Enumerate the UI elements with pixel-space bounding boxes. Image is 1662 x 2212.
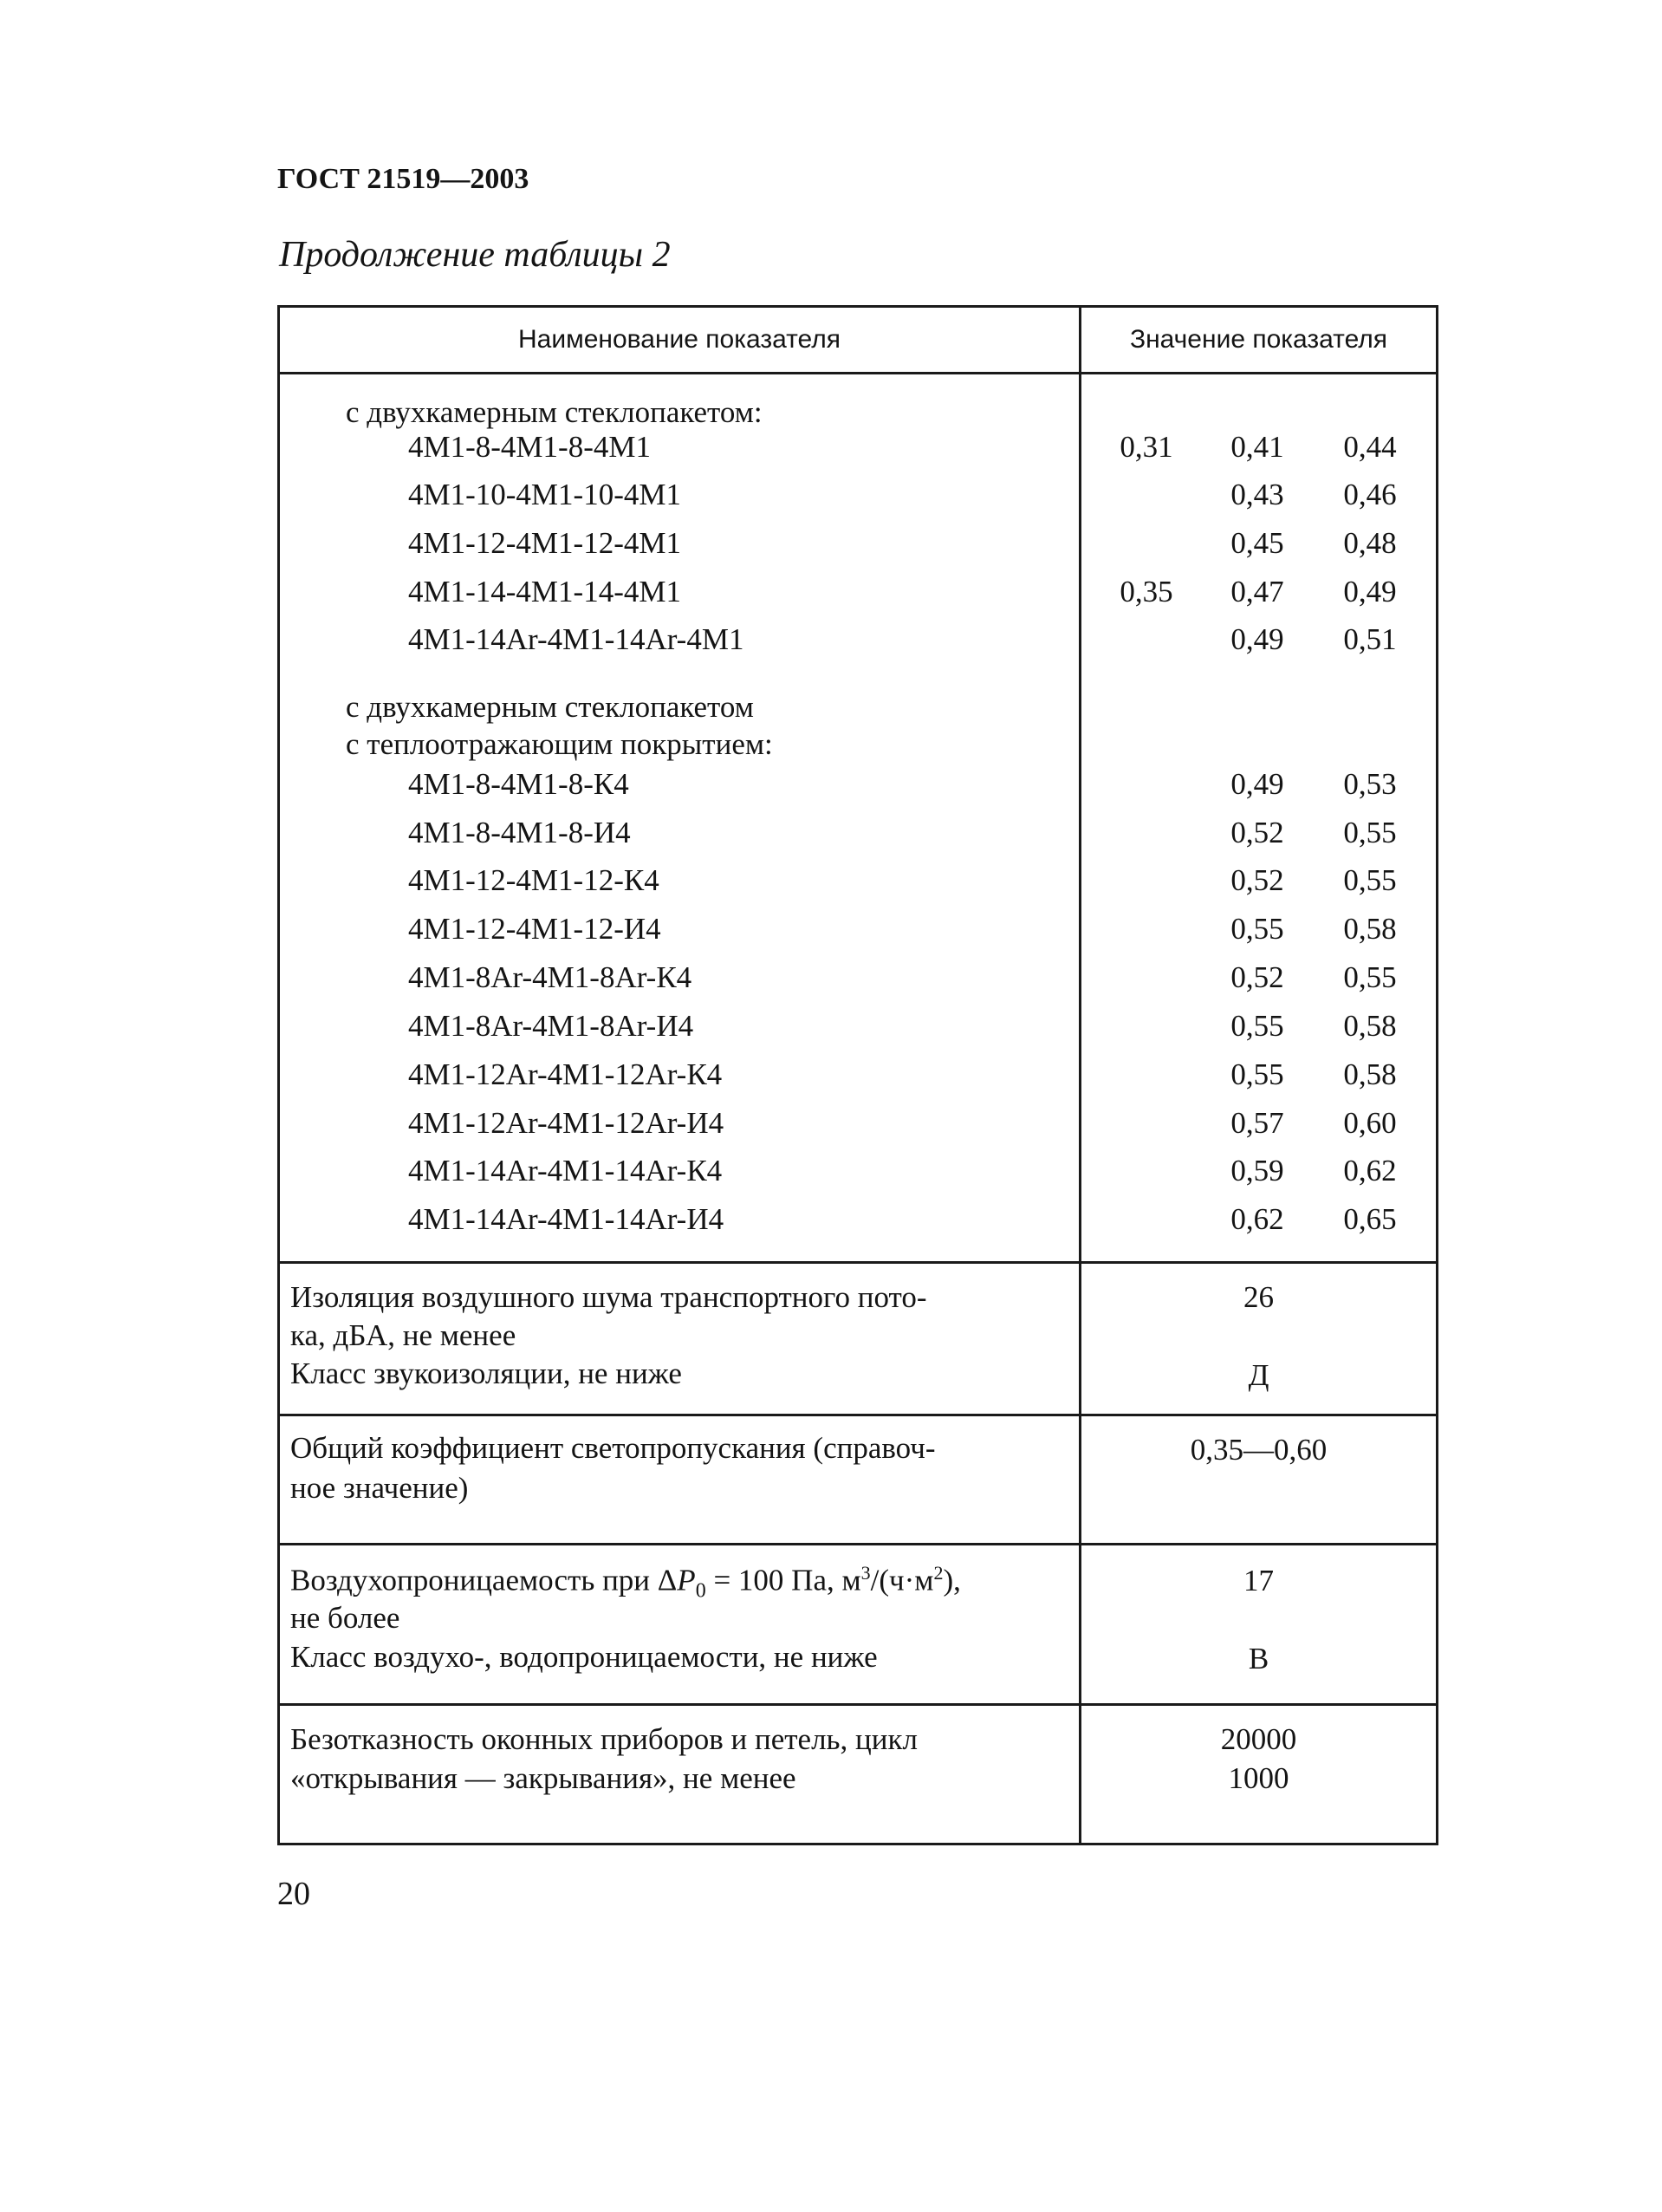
air-label [290,1562,961,1604]
group1-label: с двухкамерным стеклопакетом: [346,395,763,429]
light-label-cont: ное значение) [290,1471,469,1505]
row-value-3: 0,55 [1343,863,1397,897]
row-divider-1 [280,1261,1436,1264]
row-value-2: 0,52 [1230,960,1284,994]
row-value-3: 0,48 [1343,526,1397,560]
unit-superscript: 3 [860,1562,871,1584]
air-class-value: В [1248,1642,1269,1675]
row-name: 4М1-12Ar-4М1-12Ar-К4 [408,1057,723,1091]
row-name: 4М1-8Ar-4М1-8Ar-И4 [408,1009,694,1043]
reliability-value-2: 1000 [1228,1761,1289,1795]
row-value-2: 0,45 [1230,526,1284,560]
row-name: 4М1-14Ar-4М1-14Ar-И4 [408,1202,724,1236]
row-value-2: 0,55 [1230,1057,1284,1091]
row-value-3: 0,51 [1343,622,1397,656]
row-value-3: 0,58 [1343,1009,1397,1043]
reliability-label-cont: «открывания — закрывания», не менее [290,1761,796,1795]
row-name: 4М1-12Ar-4М1-12Ar-И4 [408,1106,724,1140]
light-value: 0,35—0,60 [1190,1433,1328,1467]
air-class-label: Класс воздухо-, водопроницаемости, не ниже [290,1640,878,1674]
row-value-3: 0,49 [1343,575,1397,608]
page-number: 20 [277,1876,310,1912]
row-name: 4М1-8-4М1-8-И4 [408,816,631,849]
air-label-part: /(ч·м [870,1563,934,1597]
row-value-3: 0,55 [1343,960,1397,994]
row-name: 4М1-14-4М1-14-4М1 [408,575,681,608]
group2-label-cont: с теплоотражающим покрытием: [346,727,773,761]
air-label-part: Воздухопроницаемость при Δ [290,1563,678,1597]
row-name: 4М1-8-4М1-8-4М1 [408,430,651,464]
row-name: 4М1-8Ar-4М1-8Ar-К4 [408,960,692,994]
header-divider [280,372,1436,374]
row-value-3: 0,60 [1343,1106,1397,1140]
header-value-column: Значение показателя [1129,325,1388,354]
header-name-column: Наименование показателя [518,325,841,354]
row-value-3: 0,44 [1343,430,1397,464]
row-value-2: 0,43 [1230,478,1284,511]
row-value-2: 0,55 [1230,912,1284,946]
sound-class-label: Класс звукоизоляции, не ниже [290,1356,682,1390]
row-name: 4М1-12-4М1-12-4М1 [408,526,681,560]
air-label-cont: не более [290,1601,400,1635]
row-value-2: 0,52 [1230,863,1284,897]
row-value-2: 0,59 [1230,1154,1284,1187]
row-name: 4М1-8-4М1-8-К4 [408,767,629,801]
noise-label: Изоляция воздушного шума транспортного пото- [290,1280,927,1314]
sound-class-value: Д [1248,1358,1269,1392]
row-value-3: 0,55 [1343,816,1397,849]
row-name: 4М1-10-4М1-10-4М1 [408,478,681,511]
row-divider-4 [280,1703,1436,1706]
reliability-label: Безотказность оконных приборов и петель, цикл [290,1722,918,1756]
row-value-3: 0,46 [1343,478,1397,511]
row-value-2: 0,49 [1230,622,1284,656]
air-label-part: = 100 Па, м [705,1563,861,1597]
row-value-2: 0,49 [1230,767,1284,801]
row-value-3: 0,62 [1343,1154,1397,1187]
column-divider [1079,308,1081,1843]
noise-value: 26 [1243,1280,1274,1314]
row-value-1: 0,35 [1120,575,1173,608]
indicators-table [277,305,1438,1845]
pressure-subscript: 0 [695,1579,706,1603]
light-label: Общий коэффициент светопропускания (справоч- [290,1431,936,1465]
unit-superscript: 2 [933,1562,944,1584]
row-name: 4М1-12-4М1-12-И4 [408,912,661,946]
row-value-2: 0,52 [1230,816,1284,849]
row-name: 4М1-14Ar-4М1-14Ar-К4 [408,1154,723,1187]
row-value-3: 0,53 [1343,767,1397,801]
group2-label: с двухкамерным стеклопакетом [346,690,754,724]
row-value-2: 0,47 [1230,575,1284,608]
row-divider-2 [280,1414,1436,1416]
noise-label-cont: ка, дБА, не менее [290,1318,516,1352]
row-name: 4М1-12-4М1-12-К4 [408,863,659,897]
row-value-3: 0,65 [1343,1202,1397,1236]
row-value-2: 0,55 [1230,1009,1284,1043]
air-value: 17 [1243,1564,1274,1597]
pressure-symbol: P [677,1563,696,1597]
row-name: 4М1-14Ar-4М1-14Ar-4М1 [408,622,744,656]
table-caption: Продолжение таблицы 2 [279,235,671,275]
row-value-2: 0,62 [1230,1202,1284,1236]
row-value-3: 0,58 [1343,912,1397,946]
air-label-part: ), [943,1563,961,1597]
row-value-3: 0,58 [1343,1057,1397,1091]
reliability-value-1: 20000 [1220,1722,1297,1756]
row-value-2: 0,57 [1230,1106,1284,1140]
row-value-2: 0,41 [1230,430,1284,464]
row-divider-3 [280,1543,1436,1545]
row-value-1: 0,31 [1120,430,1173,464]
document-code: ГОСТ 21519—2003 [277,163,529,195]
